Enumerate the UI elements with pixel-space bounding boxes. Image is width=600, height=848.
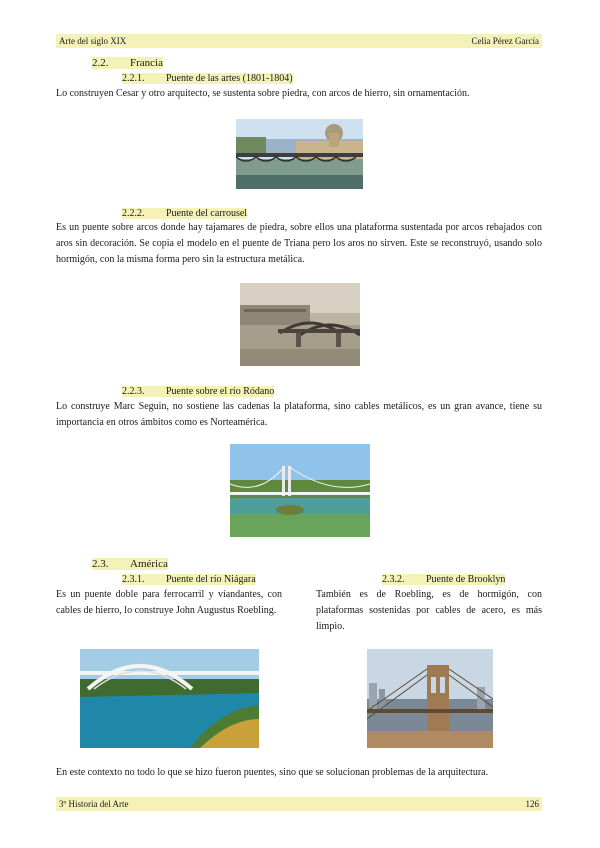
- subheading-puente-brooklyn: 2.3.2. Puente de Brooklyn: [382, 574, 506, 585]
- photo-puente-rodano: [230, 444, 370, 537]
- paragraph-puente-artes: Lo construyen Cesar y otro arquitecto, se sustenta sobre piedra, con arcos de hierro, sin ornamentación.: [56, 88, 470, 99]
- paragraph-puente-brooklyn: También es de Roebling, es de hormigón, con plataformas sostenidas por cables de acero, es más limpio.: [316, 589, 542, 632]
- page-number: 126: [525, 799, 539, 809]
- header-right: Celia Pérez García: [471, 36, 539, 46]
- footer-left: 3º Historia del Arte: [59, 799, 129, 809]
- subheading-puente-rodano: 2.2.3. Puente sobre el río Ródano: [122, 386, 275, 397]
- page-footer: [56, 797, 542, 811]
- paragraph-closing: En este contexto no todo lo que se hizo fueron puentes, sino que se solucionan problemas de la arquitectura.: [56, 767, 489, 778]
- subheading-puente-artes: 2.2.1. Puente de las artes (1801-1804): [122, 73, 293, 84]
- photo-puente-artes: [236, 119, 363, 189]
- header-left: Arte del siglo XIX: [59, 36, 127, 46]
- paragraph-puente-rodano: Lo construye Marc Seguin, no sostiene las cadenas la plataforma, sino cables metálicos, es un gran avance, tiene su importancia en otros ámbitos como es Norteamérica.: [56, 401, 542, 428]
- photo-puente-carrousel: [240, 283, 360, 366]
- section-heading-america: 2.3. América: [92, 558, 168, 570]
- subheading-puente-niagara: 2.3.1. Puente del río Niágara: [122, 574, 256, 585]
- paragraph-puente-carrousel: Es un puente sobre arcos donde hay tajamares de piedra, sobre ellos una plataforma sustentada por arcos rebajados con aros sin decoración. Se copia el modelo en el puente de Triana pero los aros no sirven. Este se reconstruyó, usando solo hormigón, con la misma forma pero sin la estructura metálica.: [56, 222, 542, 265]
- page-header: [56, 34, 542, 48]
- paragraph-puente-niagara: Es un puente doble para ferrocarril y viandantes, con cables de hierro, lo construye John Augustus Roebling.: [56, 589, 282, 616]
- subheading-puente-carrousel: 2.2.2. Puente del carrousel: [122, 208, 248, 219]
- photo-puente-brooklyn: [367, 649, 493, 748]
- photo-puente-niagara: [80, 649, 259, 748]
- section-heading-francia: 2.2. Francia: [92, 57, 163, 69]
